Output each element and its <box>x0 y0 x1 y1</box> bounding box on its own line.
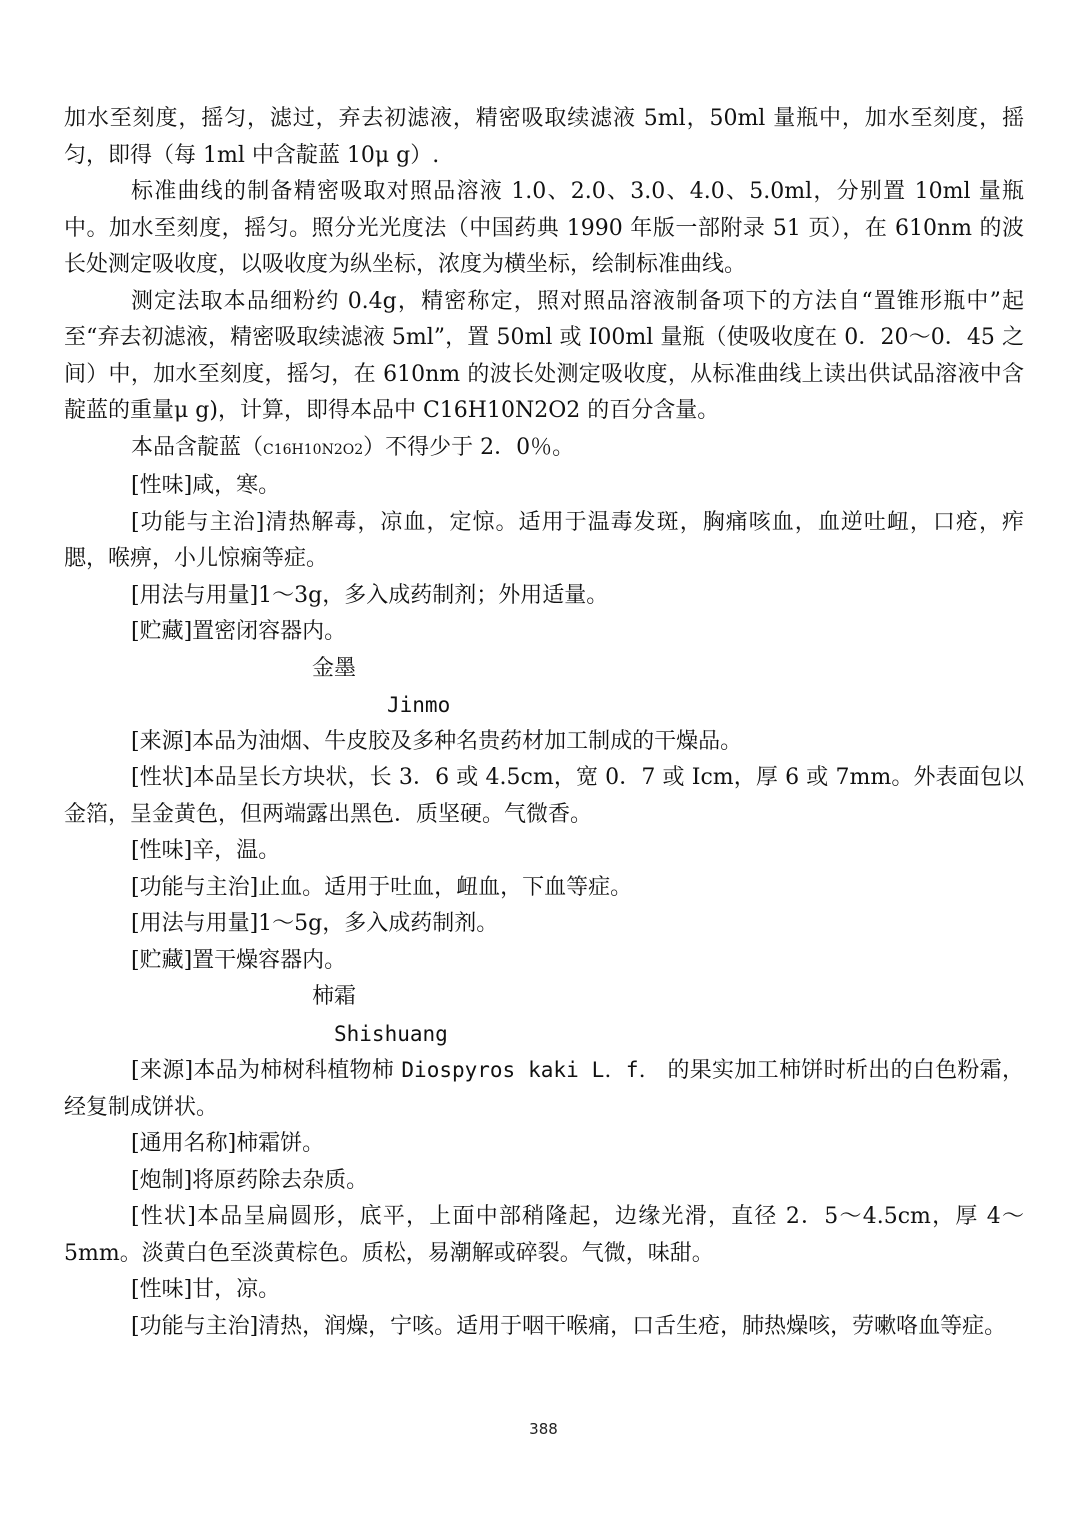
jinmo-source: [来源]本品为油烟、牛皮胶及多种名贵药材加工制成的干燥品。 <box>131 728 743 754</box>
jinmo-taste: [性味]辛，温。 <box>131 838 281 863</box>
molecular-formula: C16H10N2O2 <box>263 441 364 458</box>
paragraph-function: [功能与主治]清热解毒，凉血，定惊。适用于温毒发斑，胸痛咳血，血逆吐衄，口疮，痄腮，喉痹，小儿惊痫等症。 <box>64 509 1024 571</box>
shishuang-function: [功能与主治]清热，润燥，宁咳。适用于咽干喉痛，口舌生疮，肺热燥咳，劳嗽咯血等症。 <box>131 1313 1007 1339</box>
jinmo-storage: [贮藏]置干燥容器内。 <box>131 947 347 973</box>
entry-title-jinmo: 金墨 <box>312 655 357 681</box>
shishuang-source-suffix: 的果实加工柿饼时析出的白色粉霜，经复制成饼状。 <box>64 1058 1024 1120</box>
paragraph-assay-method: 测定法取本品细粉约 0.4g，精密称定，照对照品溶液制备项下的方法自“置锥形瓶中”起至“弃去初滤液，精密吸取续滤液 5ml”，置 50ml 或 I00ml 量瓶（使吸收度在 0．20～0．45 之间）中，加水至刻度，摇匀，在 610nm 的波长处测定吸收度，从标准曲线上读出供试品溶液中含靛蓝的重量μ g)，计算，即得本品中 C16H10N2O2 的百分含量。 <box>64 288 1024 423</box>
paragraph-usage: [用法与用量]1～3g，多入成药制剂；外用适量。 <box>131 582 609 608</box>
jinmo-character: [性状]本品呈长方块状，长 3．6 或 4.5cm，宽 0．7 或 Icm，厚 6 或 7mm。外表面包以金箔，呈金黄色，但两端露出黑色．质坚硬。气微香。 <box>64 765 1024 827</box>
paragraph-continuation: 加水至刻度，摇匀，滤过，弃去初滤液，精密吸取续滤液 5ml，50ml 量瓶中，加水至刻度，摇匀，即得（每 1ml 中含靛蓝 10μ g）. <box>64 106 1024 168</box>
shishuang-taste: [性味]甘，凉。 <box>131 1277 281 1302</box>
jinmo-usage: [用法与用量]1～5g，多入成药制剂。 <box>131 911 499 936</box>
page-number: 388 <box>529 1420 558 1438</box>
latin-species-name: Diospyros kaki L．f． <box>401 1058 661 1082</box>
content-limit-suffix: ）不得少于 2．0％。 <box>363 434 575 460</box>
shishuang-character: [性状]本品呈扁圆形，底平，上面中部稍隆起，边缘光滑，直径 2．5～4.5cm，厚 4～5mm。淡黄白色至淡黄棕色。质松，易潮解或碎裂。气微，味甜。 <box>64 1204 1024 1266</box>
entry-pinyin-shishuang: Shishuang <box>334 1021 448 1046</box>
shishuang-source-prefix: [来源]本品为柿树科植物柿 <box>131 1058 402 1083</box>
shishuang-common-name: [通用名称]柿霜饼。 <box>131 1131 325 1156</box>
paragraph-standard-curve: 标准曲线的制备精密吸取对照品溶液 1.0、2.0、3.0、4.0、5.0ml，分别置 10ml 量瓶中。加水至刻度，摇匀。照分光光度法（中国药典 1990 年版一部附录 51 页），在 610nm 的波长处测定吸收度，以吸收度为纵坐标，浓度为横坐标，绘制标准曲线。 <box>64 179 1024 277</box>
paragraph-taste: [性味]咸，寒。 <box>131 473 281 498</box>
content-limit-prefix: 本品含靛蓝（ <box>131 434 264 460</box>
entry-title-shishuang: 柿霜 <box>312 984 357 1009</box>
body-text <box>64 101 1024 1345</box>
jinmo-function: [功能与主治]止血。适用于吐血，衄血，下血等症。 <box>131 874 633 900</box>
shishuang-source <box>64 1052 1024 1126</box>
shishuang-processing: [炮制]将原药除去杂质。 <box>131 1167 369 1193</box>
paragraph-content-limit <box>64 430 1024 469</box>
paragraph-storage: [贮藏]置密闭容器内。 <box>131 619 347 644</box>
entry-pinyin-jinmo: Jinmo <box>387 693 451 717</box>
